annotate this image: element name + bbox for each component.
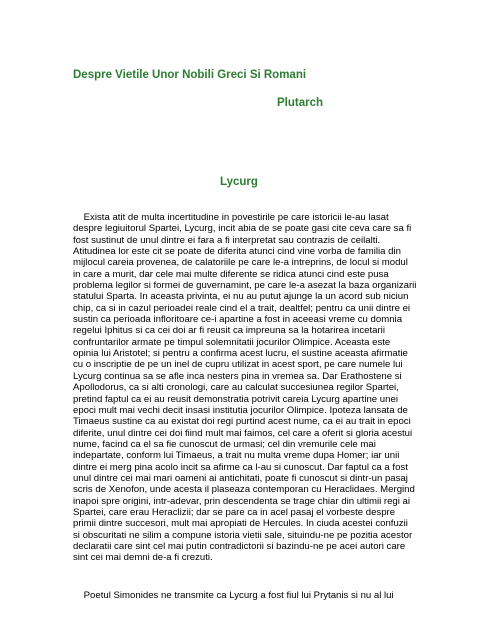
paragraph-line: inapoi spre origini, intr-adevar, prin descendenta se trage chiar din ultimii regi ai <box>73 495 411 507</box>
paragraph-line: Lycurg continua sa se afle inca nesters pina in vremea sa. Dar Erathostene si <box>73 370 402 382</box>
paragraph-2-first-line: Poetul Simonides ne transmite ca Lycurg a fost fiul lui Prytanis si nu al lui <box>73 590 394 601</box>
paragraph-line: cu o inscriptie de pe un inel de cupru utilizat in acest sport, pe care numele lui <box>73 359 403 371</box>
paragraph-line: indepartate, conform lui Timaeus, a trait nu multa vreme dupa Homer; iar unii <box>73 450 400 462</box>
paragraph-line: fost sustinut de unul dintre ei fara a fi interpretat sau contrazis de ceilalti. <box>73 234 381 246</box>
paragraph-line: confruntarilor armate pe timpul solemnitatii jocurilor Olimpice. Aceasta este <box>73 336 391 348</box>
paragraph-line: Spartei, care erau Heraclizii; dar se pare ca in acel pasaj el vorbeste despre <box>73 506 396 518</box>
paragraph-line: scris de Xenofon, unde acesta il plaseaza contemporan cu Heraclidaes. Mergind <box>73 484 415 496</box>
paragraph-line: dintre ei merg pina acolo incit sa afirme ca l-au si cunoscut. Dar faptul ca a fost <box>73 461 408 473</box>
document-title: Despre Vietile Unor Nobili Greci Si Romani <box>73 69 307 81</box>
chapter-title: Lycurg <box>220 176 258 188</box>
paragraph-line: si obscuritati ne silim a compune istoria vietii sale, situindu-ne pe pozitia acestor <box>73 529 413 541</box>
paragraph-line: opinia lui Aristotel; si pentru a confirma acest lucru, el sustine aceasta afirmatie <box>73 348 408 360</box>
paragraph-line: epoci mult mai vechi decit insasi institutia jocurilor Olimpice. Ipoteza lansata de <box>73 404 408 416</box>
paragraph-line: Exista atit de multa incertitudine in povestirile pe care istoricii le-au lasat <box>73 212 389 223</box>
paragraph-line: primii dintre succesori, mult mai apropiati de Hercules. In ciuda acestei confuzii <box>73 518 408 530</box>
paragraph-line: problema legilor si formei de guvernamint, pe care le-a asezat la baza organizarii <box>73 280 417 292</box>
paragraph-line: despre legiuitorul Spartei, Lycurg, incit abia de se poate gasi cite ceva care sa fi <box>73 223 412 235</box>
paragraph-line: statului Sparta. In aceasta privinta, ei nu au putut ajunge la un acord sub niciun <box>73 291 409 303</box>
paragraph-line: unul dintre cei mai mari oameni ai antichitati, poate fi cunoscut si dintr-un pasaj <box>73 472 408 484</box>
paragraph-line: regelui Iphitus si ca cei doi ar fi reusit ca impreuna sa la hotarirea incetarii <box>73 325 385 337</box>
paragraph-line: diferite, unul dintre cei doi fiind mult mai faimos, cel care a oferit si gloria acestui <box>73 427 413 439</box>
paragraph-line: sint cei mai demni de-a fi crezuti. <box>73 552 213 564</box>
paragraph-line: nume, facind ca el sa fie cunoscut de urmasi; cel din vremurile cele mai <box>73 438 376 450</box>
paragraph-line: sustin ca perioada infloritoare ce-i apartine a fost in aceeasi vreme cu domnia <box>73 314 403 326</box>
paragraph-line: chip, ca si in cazul perioadei reale cind el a trait, dealtfel; pentru ca unii dintre ei <box>73 302 411 314</box>
paragraph-line: Apollodorus, ca si alti cronologi, care au calculat succesiunea regilor Spartei, <box>73 382 399 394</box>
paragraph-1 <box>73 212 433 564</box>
paragraph-line: Atitudinea lor este cit se poate de diferita atunci cind vine vorba de familia din <box>73 246 401 258</box>
paragraph-line: declaratii care sint cel mai putin contradictorii si bazindu-ne pe acei autori care <box>73 540 406 552</box>
document-author: Plutarch <box>277 97 324 109</box>
paragraph-line: in care a murit, dar cele mai multe diferente se ridica atunci cind este pusa <box>73 268 389 280</box>
paragraph-line: mijlocul careia provenea, de calatoriile pe care le-a intreprins, de locul si modul <box>73 257 408 269</box>
paragraph-line: pretind faptul ca ei au reusit demonstratia potrivit careia Lycurg apartine unei <box>73 393 398 405</box>
paragraph-line: Timaeus sustine ca au existat doi regi purtind acest nume, ca ei au trait in epoci <box>73 416 411 428</box>
